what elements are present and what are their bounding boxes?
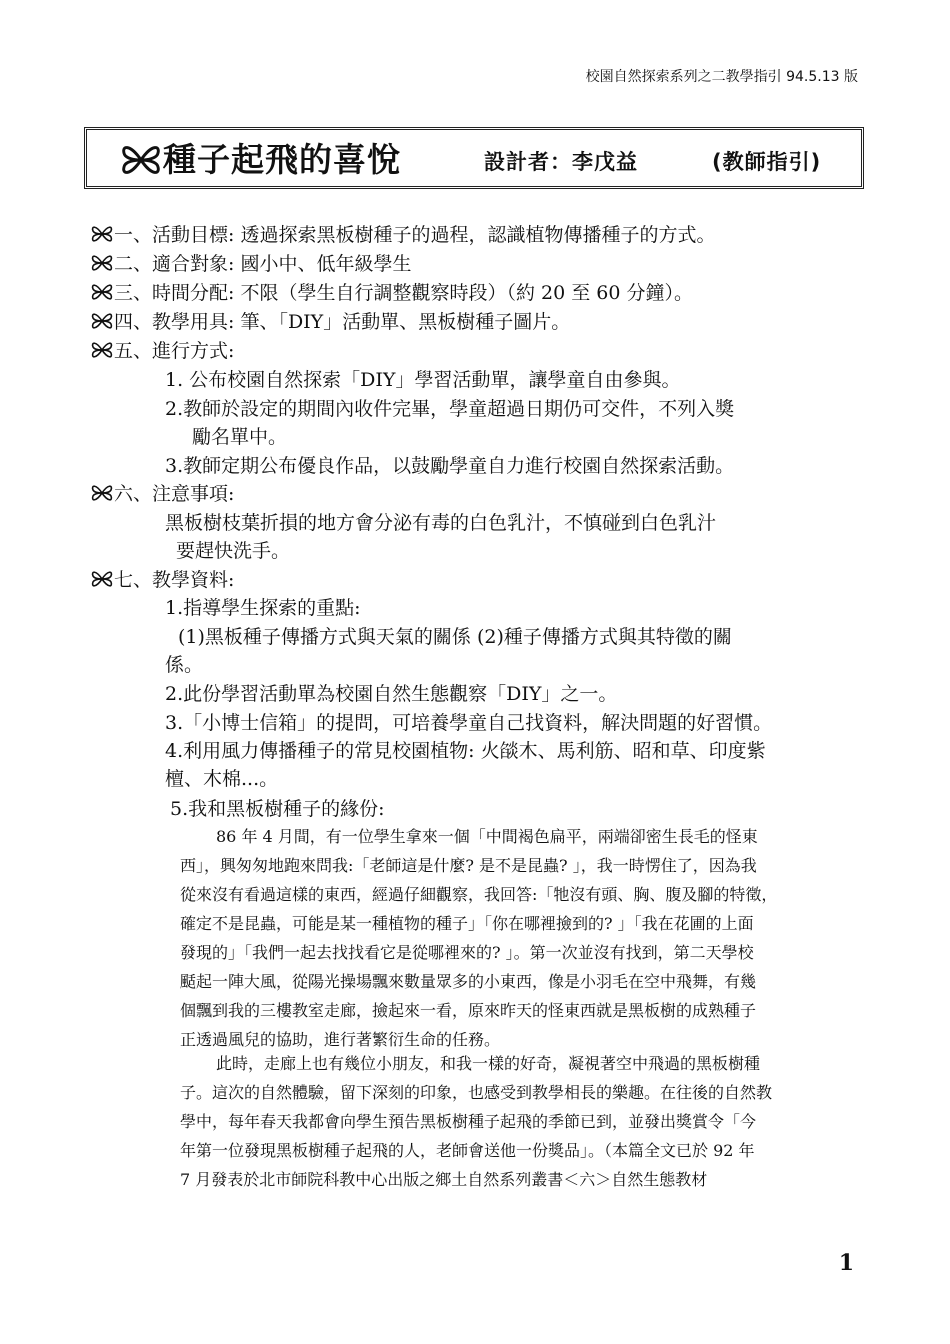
flower-icon [119, 140, 163, 180]
materials-item: 2.此份學習活動單為校園自然生態觀察「DIY」之一。 [165, 683, 618, 705]
section-procedure [90, 338, 234, 365]
flower-icon [90, 569, 114, 589]
section-label: 三、時間分配: 不限（學生自行調整觀察時段）（約 20 至 60 分鐘）。 [114, 282, 693, 304]
story-line: 年第一位發現黑板樹種子起飛的人，老師會送他一份獎品」。（本篇全文已於 92 年 [180, 1141, 755, 1160]
section-goal [90, 222, 715, 249]
procedure-item: 3.教師定期公布優良作品，以鼓勵學童自力進行校園自然探索活動。 [165, 455, 735, 477]
section-label: 七、教學資料: [114, 569, 235, 591]
notice-text-cont: 要趕快洗手。 [176, 540, 291, 562]
flower-icon [90, 224, 114, 244]
page-title: 種子起飛的喜悅 [163, 140, 401, 179]
section-label: 六、注意事項: [114, 483, 235, 505]
procedure-item: 1. 公布校園自然探索「DIY」學習活動單，讓學童自由參與。 [165, 369, 681, 391]
page-number: 1 [838, 1250, 854, 1276]
section-label: 五、進行方式: [114, 340, 235, 362]
header-note: 校園自然探索系列之二教學指引 94.5.13 版 [585, 69, 858, 85]
story-line: 86 年 4 月間，有一位學生拿來一個「中間褐色扁平，兩端卻密生長毛的怪東 [216, 827, 758, 846]
flower-icon [90, 340, 114, 360]
materials-item-cont: 檀、木棉...。 [165, 768, 279, 790]
designer-label: 設計者：李戊益 [484, 150, 638, 174]
story-line: 學中，每年春天我都會向學生預告黑板樹種子起飛的季節已到，並發出獎賞令「今 [180, 1112, 757, 1131]
materials-item: 1.指導學生探索的重點: [165, 597, 361, 619]
flower-icon [90, 311, 114, 331]
story-line: 西」，興匆匆地跑來問我:「老師這是什麼? 是不是昆蟲? 」，我一時愣住了，因為我 [180, 856, 757, 875]
flower-icon [90, 282, 114, 302]
materials-item: (1)黑板種子傳播方式與天氣的關係 (2)種子傳播方式與其特徵的關 [178, 626, 732, 648]
section-notice [90, 481, 234, 508]
section-tools [90, 309, 570, 336]
section-audience [90, 251, 411, 278]
section-label: 二、適合對象: 國小中、低年級學生 [114, 253, 412, 275]
procedure-item: 2.教師於設定的期間內收件完畢，學童超過日期仍可交件，不列入獎 [165, 398, 735, 420]
guide-tag: (教師指引) [712, 150, 822, 174]
section-materials [90, 567, 234, 594]
story-line: 發現的」「我們一起去找找看它是從哪裡來的? 」。第一次並沒有找到，第二天學校 [180, 943, 754, 962]
materials-item: 5.我和黑板樹種子的緣份: [170, 798, 385, 820]
story-line: 個飄到我的三樓教室走廊，撿起來一看，原來昨天的怪東西就是黑板樹的成熟種子 [180, 1001, 757, 1020]
section-label: 一、活動目標: 透過探索黑板樹種子的過程，認識植物傳播種子的方式。 [114, 224, 716, 246]
section-label: 四、教學用具: 筆、「DIY」活動單、黑板樹種子圖片。 [114, 311, 571, 333]
section-time [90, 280, 693, 307]
materials-item-cont: 係。 [165, 654, 204, 676]
procedure-item-cont: 勵名單中。 [192, 426, 288, 448]
story-line: 7 月發表於北市師院科教中心出版之鄉土自然系列叢書＜六＞自然生態教材 [180, 1170, 708, 1189]
flower-icon [90, 483, 114, 503]
materials-item: 3.「小博士信箱」的提問，可培養學童自己找資料，解決問題的好習慣。 [165, 712, 773, 734]
story-line: 子。這次的自然體驗，留下深刻的印象，也感受到教學相長的樂趣。在往後的自然教 [180, 1083, 773, 1102]
notice-text: 黑板樹枝葉折損的地方會分泌有毒的白色乳汁，不慎碰到白色乳汁 [165, 512, 717, 534]
story-line: 確定不是昆蟲，可能是某一種植物的種子」「你在哪裡撿到的? 」「我在花圃的上面 [180, 914, 754, 933]
title-box [84, 127, 864, 189]
story-line: 從來沒有看過這樣的東西，經過仔細觀察，我回答:「牠沒有頭、胸、腹及腳的特徵， [180, 885, 778, 904]
materials-item: 4.利用風力傳播種子的常見校園植物: 火燄木、馬利筋、昭和草、印度紫 [165, 740, 766, 762]
story-line: 颳起一陣大風，從陽光操場飄來數量眾多的小東西，像是小羽毛在空中飛舞，有幾 [180, 972, 757, 991]
story-line: 正透過風兒的協助，進行著繁衍生命的任務。 [180, 1030, 501, 1049]
story-line: 此時，走廊上也有幾位小朋友，和我一樣的好奇，凝視著空中飛過的黑板樹種 [216, 1054, 761, 1073]
flower-icon [90, 253, 114, 273]
